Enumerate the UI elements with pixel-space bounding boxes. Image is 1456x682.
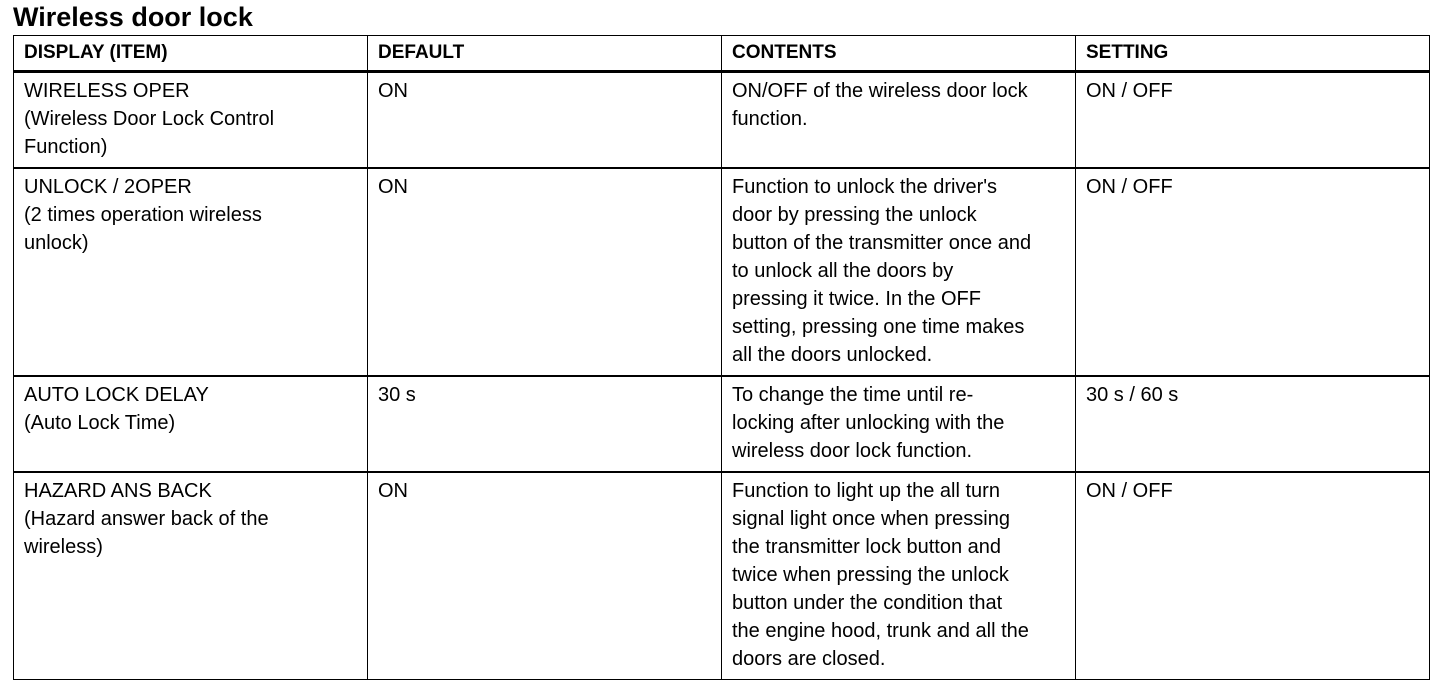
cell-contents [722,472,1076,680]
cell-contents [722,72,1076,169]
contents-line: wireless door lock function. [732,440,973,462]
item-line: (Hazard answer back of the [24,508,269,530]
cell-contents [722,168,1076,376]
cell-default: ON [368,168,722,376]
contents-line: all the doors unlocked. [732,344,933,366]
cell-setting: ON / OFF [1076,168,1430,376]
contents-line: Function to light up the all turn [732,480,1000,502]
cell-default: ON [368,472,722,680]
contents-line: setting, pressing one time makes [732,316,1025,338]
item-line: AUTO LOCK DELAY [24,384,209,406]
contents-line: the transmitter lock button and [732,536,1002,558]
cell-setting: 30 s / 60 s [1076,376,1430,472]
cell-default: ON [368,72,722,169]
header-default: DEFAULT [368,36,722,72]
contents-line: signal light once when pressing [732,508,1010,530]
header-setting: SETTING [1076,36,1430,72]
item-line: (Wireless Door Lock Control [24,108,275,130]
contents-line: the engine hood, trunk and all the [732,620,1029,642]
contents-line: doors are closed. [732,648,886,670]
item-line: UNLOCK / 2OPER [24,176,192,198]
contents-line: button of the transmitter once and [732,232,1032,254]
cell-setting: ON / OFF [1076,472,1430,680]
item-line: Function) [24,136,108,158]
item-line: HAZARD ANS BACK [24,480,212,502]
contents-line: door by pressing the unlock [732,204,977,226]
item-line: (Auto Lock Time) [24,412,176,434]
cell-contents [722,376,1076,472]
cell-setting: ON / OFF [1076,72,1430,169]
table-row [14,376,1430,472]
page-title: Wireless door lock [13,2,253,32]
cell-item [14,168,368,376]
cell-item [14,72,368,169]
contents-line: locking after unlocking with the [732,412,1005,434]
cell-default: 30 s [368,376,722,472]
contents-line: pressing it twice. In the OFF [732,288,981,310]
contents-line: To change the time until re- [732,384,974,406]
item-line: WIRELESS OPER [24,80,190,102]
table-row [14,168,1430,376]
contents-line: function. [732,108,808,130]
table-header-row [14,36,1430,72]
table-row [14,472,1430,680]
item-line: (2 times operation wireless [24,204,262,226]
header-display-item: DISPLAY (ITEM) [14,36,368,72]
cell-item [14,376,368,472]
contents-line: ON/OFF of the wireless door lock [732,80,1028,102]
contents-line: to unlock all the doors by [732,260,954,282]
header-contents: CONTENTS [722,36,1076,72]
contents-line: Function to unlock the driver's [732,176,998,198]
contents-line: button under the condition that [732,592,1003,614]
item-line: unlock) [24,232,89,254]
cell-item [14,472,368,680]
wireless-door-lock-table [13,35,1430,680]
item-line: wireless) [24,536,103,558]
table-row [14,72,1430,169]
contents-line: twice when pressing the unlock [732,564,1009,586]
